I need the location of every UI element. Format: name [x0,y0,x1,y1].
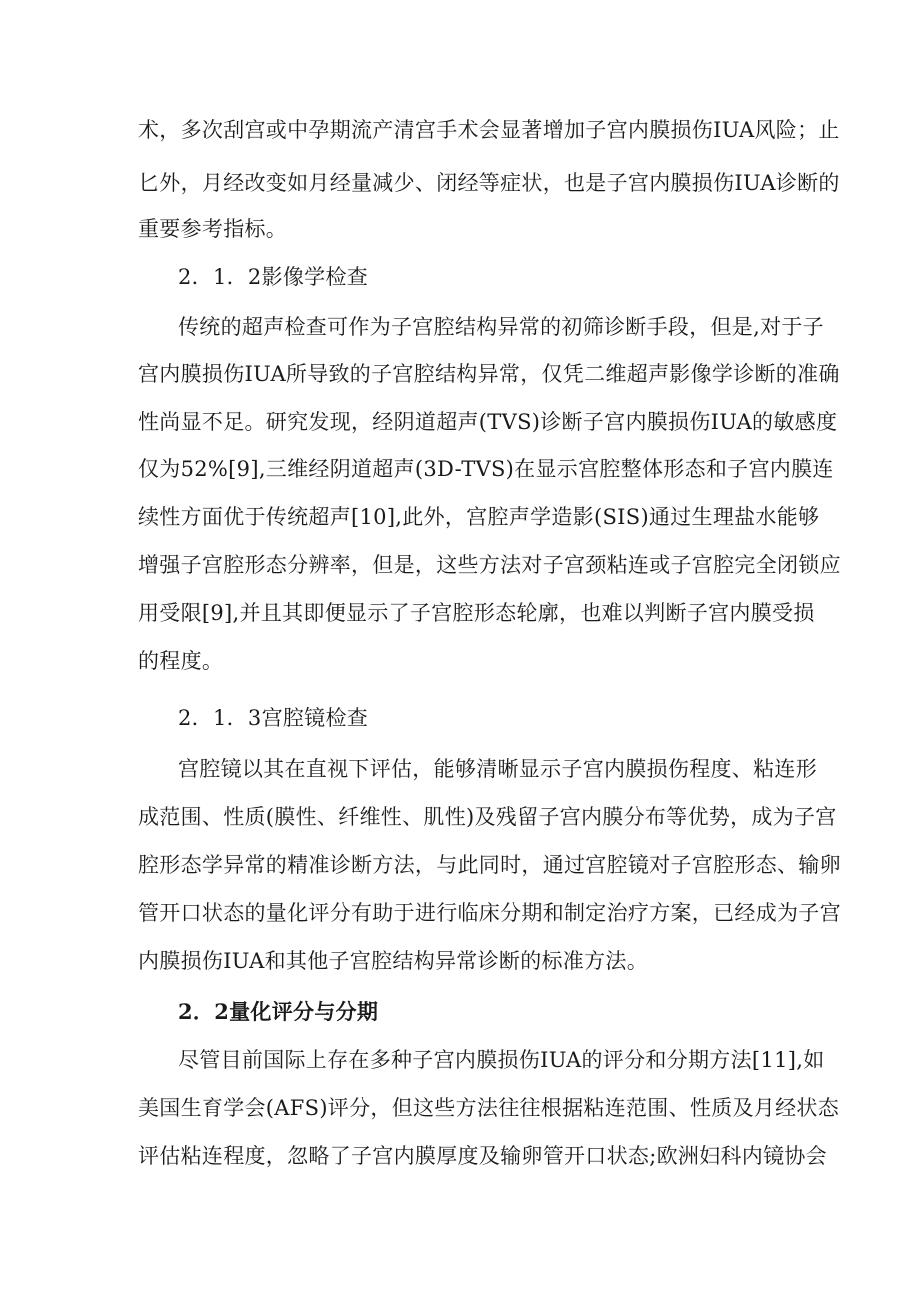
paragraph-line: 仅为52%[9],三维经阴道超声(3D-TVS)在显示宫腔整体形态和子宫内膜连 [138,457,834,481]
paragraph-line: 内膜损伤IUA和其他子宫腔结构异常诊断的标准方法。 [138,949,649,973]
paragraph-line: 美国生育学会(AFS)评分，但这些方法往往根据粘连范围、性质及月经状态 [138,1096,840,1120]
paragraph-line: 宫腔镜以其在直视下评估，能够清晰显示子宫内膜损伤程度、粘连形 [178,757,817,781]
paragraph-line: 用受限[9],并且其即便显示了子宫腔形态轮廓，也难以判断子宫内膜受损 [138,601,815,625]
paragraph-line: 评估粘连程度，忽略了子宫内膜厚度及输卵管开口状态;欧洲妇科内镜协会 [138,1144,827,1168]
paragraph-line: 宫内膜损伤IUA所导致的子宫腔结构异常，仅凭二维超声影像学诊断的准确 [138,362,840,386]
section-heading-2-1-3: 2．1．3宫腔镜检查 [178,706,369,730]
section-heading-2-2: 2．2量化评分与分期 [178,999,379,1024]
paragraph-line: 管开口状态的量化评分有助于进行临床分期和制定治疗方案，已经成为子宫 [138,901,841,925]
paragraph-line: 增强子宫腔形态分辨率，但是，这些方法对子宫颈粘连或子宫腔完全闭锁应 [138,553,841,577]
paragraph-line: 尽管目前国际上存在多种子宫内膜损伤IUA的评分和分期方法[11],如 [178,1048,825,1072]
paragraph-line: 成范围、性质(膜性、纤维性、肌性)及残留子宫内膜分布等优势，成为子宫 [138,805,837,829]
paragraph-line: 匕外，月经改变如月经量减少、闭经等症状，也是子宫内膜损伤IUA诊断的 [138,171,840,195]
paragraph-line: 的程度。 [138,649,224,673]
section-heading-2-1-2: 2．1．2影像学检查 [178,265,369,289]
paragraph-line: 腔形态学异常的精准诊断方法，与此同时，通过宫腔镜对子宫腔形态、输卵 [138,853,841,877]
paragraph-line: 术，多次刮宫或中孕期流产清宫手术会显著增加子宫内膜损伤IUA风险；止 [138,118,840,142]
paragraph-line: 重要参考指标。 [138,217,288,241]
paragraph-line: 性尚显不足。研究发现，经阴道超声(TVS)诊断子宫内膜损伤IUA的敏感度 [138,410,838,434]
paragraph-line: 续性方面优于传统超声[10],此外，宫腔声学造影(SIS)通过生理盐水能够 [138,505,820,529]
paragraph-line: 传统的超声检查可作为子宫腔结构异常的初筛诊断手段，但是,对于子 [178,315,824,339]
